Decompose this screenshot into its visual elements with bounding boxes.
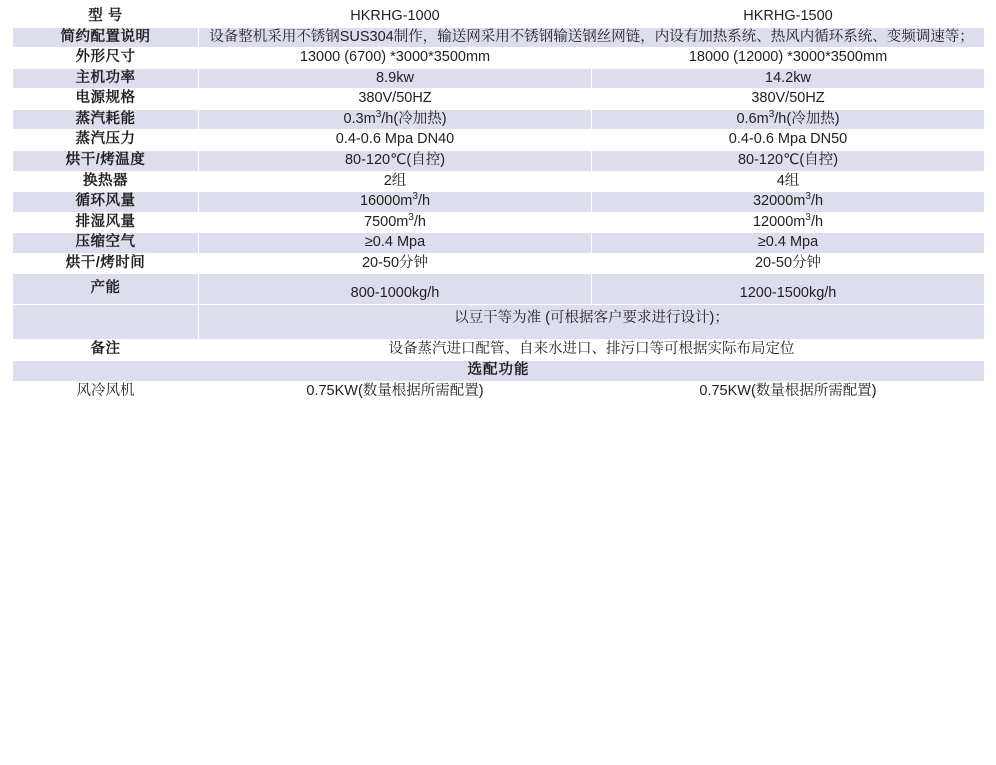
row-value-power-1500: 14.2kw bbox=[592, 68, 985, 89]
value-prefix: 7500m bbox=[364, 213, 409, 230]
row-value-model-1000: HKRHG-1000 bbox=[199, 7, 592, 28]
table-row bbox=[13, 89, 985, 110]
value-superscript: 3 bbox=[768, 108, 775, 120]
row-value-drying-time-1500: 20-50分钟 bbox=[592, 253, 985, 274]
table-row bbox=[13, 233, 985, 254]
row-value-steam-pressure-1500: 0.4-0.6 Mpa DN50 bbox=[592, 130, 985, 151]
value-superscript: 3 bbox=[375, 108, 382, 120]
table-row bbox=[13, 381, 985, 402]
value-prefix: 0.3m bbox=[343, 110, 376, 127]
row-label-air-cooling-fan: 风冷风机 bbox=[13, 381, 199, 402]
value-prefix: 32000m bbox=[752, 193, 806, 210]
value-suffix: /h(冷加热) bbox=[774, 110, 840, 127]
row-value-compressed-air-1000: ≥0.4 Mpa bbox=[199, 233, 592, 254]
row-label: 换热器 bbox=[13, 171, 199, 192]
row-value-air-cooling-fan-1000: 0.75KW(数量根据所需配置) bbox=[199, 381, 592, 402]
value-suffix: /h bbox=[417, 193, 431, 210]
value-suffix: /h bbox=[810, 213, 824, 230]
table-row bbox=[13, 192, 985, 213]
table-row bbox=[13, 68, 985, 89]
row-value-heat-exchanger-1500: 4组 bbox=[592, 171, 985, 192]
table-row bbox=[13, 340, 985, 361]
row-value-heat-exchanger-1000: 2组 bbox=[199, 171, 592, 192]
row-label: 简约配置说明 bbox=[13, 27, 199, 48]
row-label: 产能 bbox=[13, 274, 199, 305]
row-value-temperature-1500: 80-120℃(自控) bbox=[592, 150, 985, 171]
row-value-capacity-1000: 800-1000kg/h bbox=[199, 274, 592, 305]
row-value-exhaust-air-1000 bbox=[199, 212, 592, 233]
value-suffix: /h bbox=[810, 193, 824, 210]
row-value-air-cooling-fan-1500: 0.75KW(数量根据所需配置) bbox=[592, 381, 985, 402]
row-value-model-1500: HKRHG-1500 bbox=[592, 7, 985, 28]
value-prefix: 12000m bbox=[752, 213, 806, 230]
row-value-steam-consumption-1500 bbox=[592, 109, 985, 130]
section-header-row bbox=[13, 361, 985, 382]
row-value-steam-pressure-1000: 0.4-0.6 Mpa DN40 bbox=[199, 130, 592, 151]
value-suffix: /h(冷加热) bbox=[381, 110, 447, 127]
row-label: 主机功率 bbox=[13, 68, 199, 89]
row-value-power-1000: 8.9kw bbox=[199, 68, 592, 89]
table-row bbox=[13, 150, 985, 171]
row-label: 备注 bbox=[13, 340, 199, 361]
value-superscript: 3 bbox=[408, 211, 414, 223]
value-superscript: 3 bbox=[805, 211, 811, 223]
row-value-supply-1000: 380V/50HZ bbox=[199, 89, 592, 110]
row-value-dimensions-1500: 18000 (12000) *3000*3500mm bbox=[592, 48, 985, 69]
table-row bbox=[13, 253, 985, 274]
row-value-capacity-note: 以豆干等为准 (可根据客户要求进行设计)； bbox=[199, 304, 985, 340]
row-label: 压缩空气 bbox=[13, 233, 199, 254]
row-label: 烘干/烤时间 bbox=[13, 253, 199, 274]
row-value-exhaust-air-1500 bbox=[592, 212, 985, 233]
row-label: 型 号 bbox=[13, 7, 199, 28]
row-label: 烘干/烤温度 bbox=[13, 150, 199, 171]
row-value-config-description: 设备整机采用不锈钢SUS304制作，输送网采用不锈钢输送钢丝网链，内设有加热系统、热风内循环系统、变频调速等； bbox=[199, 27, 985, 48]
row-label: 蒸汽压力 bbox=[13, 130, 199, 151]
row-value-remarks: 设备蒸汽进口配管、自来水进口、排污口等可根据实际布局定位 bbox=[199, 340, 985, 361]
table-row bbox=[13, 130, 985, 151]
row-value-steam-consumption-1000 bbox=[199, 109, 592, 130]
table-row bbox=[13, 212, 985, 233]
row-value-dimensions-1000: 13000 (6700) *3000*3500mm bbox=[199, 48, 592, 69]
row-value-temperature-1000: 80-120℃(自控) bbox=[199, 150, 592, 171]
specification-table bbox=[12, 6, 985, 402]
row-value-capacity-1500: 1200-1500kg/h bbox=[592, 274, 985, 305]
row-value-supply-1500: 380V/50HZ bbox=[592, 89, 985, 110]
table-row-note bbox=[13, 304, 985, 340]
row-label: 电源规格 bbox=[13, 89, 199, 110]
value-superscript: 3 bbox=[805, 191, 811, 203]
row-label: 排湿风量 bbox=[13, 212, 199, 233]
row-label: 外形尺寸 bbox=[13, 48, 199, 69]
table-row bbox=[13, 171, 985, 192]
table-row bbox=[13, 7, 985, 28]
table-row bbox=[13, 48, 985, 69]
row-value-circulation-air-1000 bbox=[199, 192, 592, 213]
row-value-compressed-air-1500: ≥0.4 Mpa bbox=[592, 233, 985, 254]
row-value-circulation-air-1500 bbox=[592, 192, 985, 213]
table-row bbox=[13, 109, 985, 130]
section-title-optional-functions: 选配功能 bbox=[13, 361, 985, 382]
table-row bbox=[13, 274, 985, 305]
value-prefix: 0.6m bbox=[736, 110, 769, 127]
value-prefix: 16000m bbox=[359, 193, 413, 210]
table-row bbox=[13, 27, 985, 48]
row-label-spacer bbox=[13, 304, 199, 340]
row-label: 循环风量 bbox=[13, 192, 199, 213]
row-label: 蒸汽耗能 bbox=[13, 109, 199, 130]
value-suffix: /h bbox=[413, 213, 426, 230]
row-value-drying-time-1000: 20-50分钟 bbox=[199, 253, 592, 274]
value-superscript: 3 bbox=[412, 191, 418, 203]
